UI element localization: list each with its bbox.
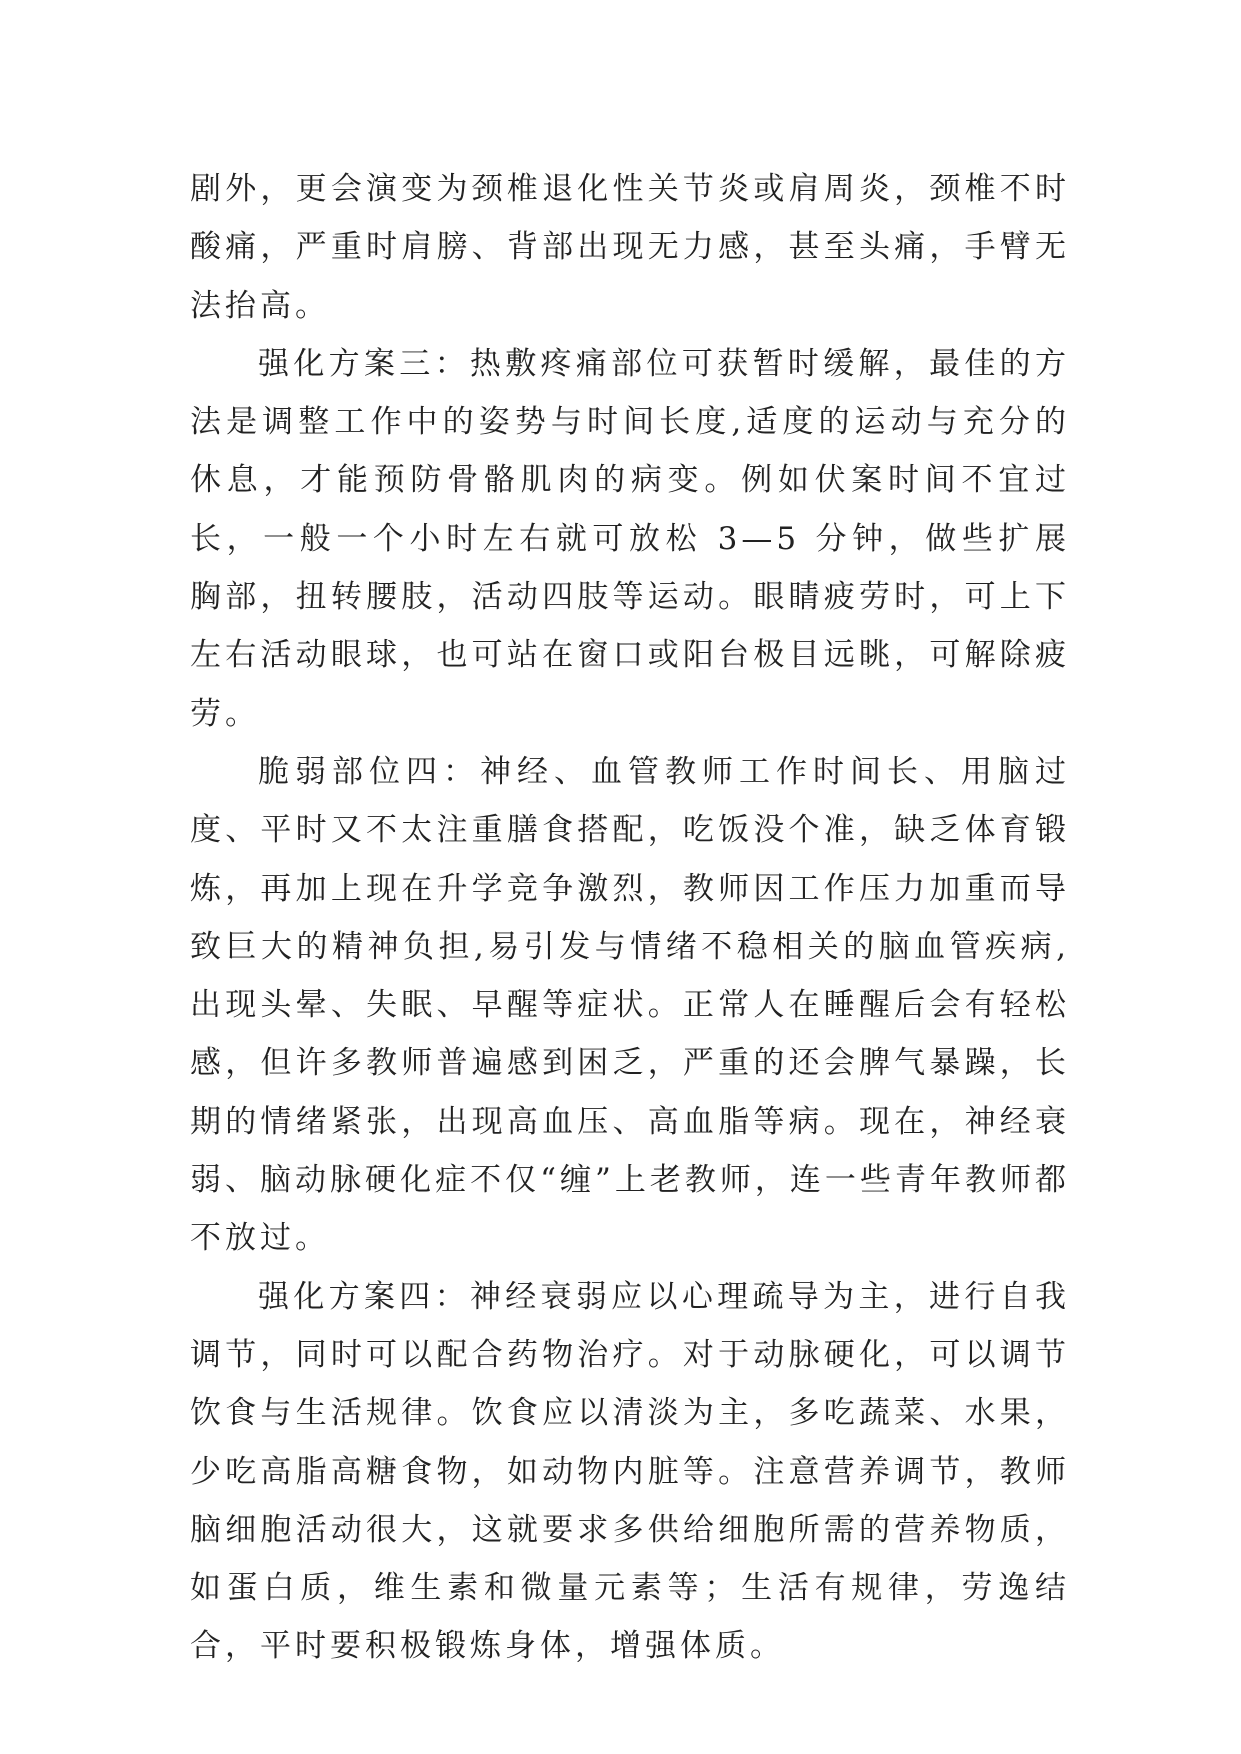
paragraph-weak-part-four: 脆弱部位四：神经、血管教师工作时间长、用脑过度、平时又不太注重膳食搭配，吃饭没个准，缺乏体育锻炼，再加上现在升学竞争激烈，教师因工作压力加重而导致巨大的精神负担,易引发与情绪不稳相关的脑血管疾病,出现头晕、失眠、早醒等症状。正常人在睡醒后会有轻松感，但许多教师普遍感到困乏，严重的还会脾气暴躁，长期的情绪紧张，出现高血压、高血脂等病。现在，神经衰弱、脑动脉硬化症不仅“缠”上老教师，连一些青年教师都不放过。 bbox=[190, 753, 1070, 1257]
paragraph-plan-four: 强化方案四：神经衰弱应以心理疏导为主，进行自我调节，同时可以配合药物治疗。对于动脉硬化，可以调节饮食与生活规律。饮食应以清淡为主，多吃蔬菜、水果，少吃高脂高糖食物，如动物内脏等。注意营养调节，教师脑细胞活动很大，这就要求多供给细胞所需的营养物质，如蛋白质，维生素和微量元素等；生活有规律，劳逸结合，平时要积极锻炼身体，增强体质。 bbox=[190, 1278, 1070, 1665]
document-body bbox=[190, 160, 1070, 1676]
paragraph-continuation: 剧外，更会演变为颈椎退化性关节炎或肩周炎，颈椎不时酸痛，严重时肩膀、背部出现无力感，甚至头痛，手臂无法抬高。 bbox=[190, 171, 1070, 324]
paragraph-plan-three: 强化方案三：热敷疼痛部位可获暂时缓解，最佳的方法是调整工作中的姿势与时间长度,适度的运动与充分的休息，才能预防骨骼肌肉的病变。例如伏案时间不宜过长，一般一个小时左右就可放松 3—5 分钟，做些扩展胸部，扭转腰肢，活动四肢等运动。眼睛疲劳时，可上下左右活动眼球，也可站在窗口或阳台极目远眺，可解除疲劳。 bbox=[190, 345, 1070, 732]
